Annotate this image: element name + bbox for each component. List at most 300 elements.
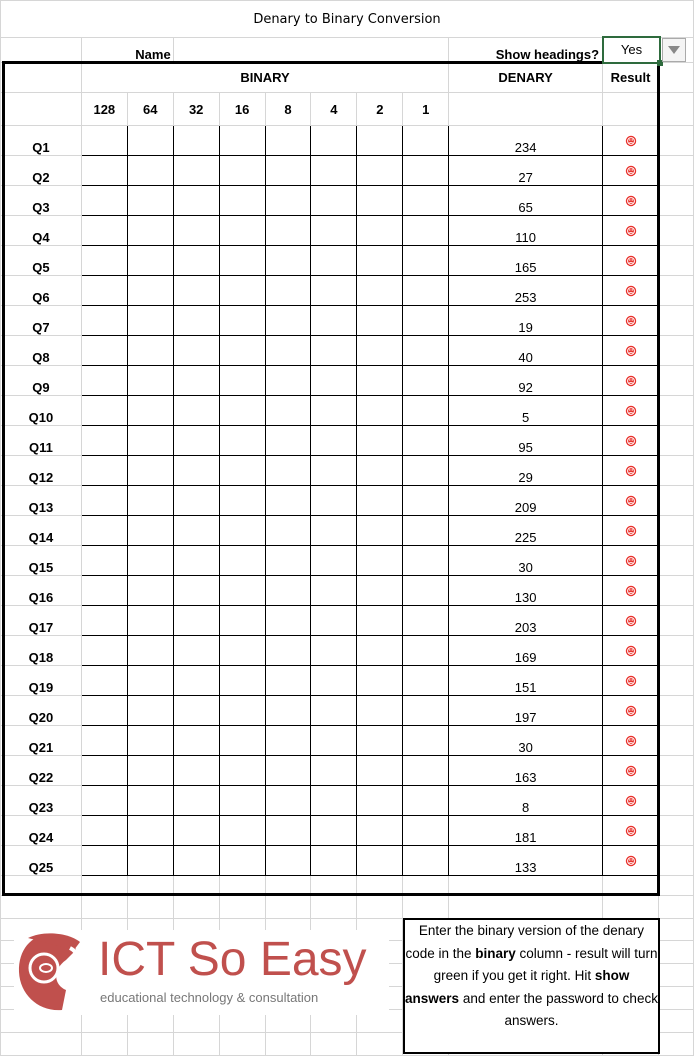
binary-input-2[interactable] xyxy=(357,756,403,786)
binary-input-8[interactable] xyxy=(265,546,311,576)
binary-input-8[interactable] xyxy=(265,426,311,456)
binary-input-64[interactable] xyxy=(127,246,173,276)
name-input[interactable] xyxy=(173,38,448,63)
binary-input-64[interactable] xyxy=(127,216,173,246)
binary-input-32[interactable] xyxy=(173,486,219,516)
denary-value: 234 xyxy=(449,126,603,156)
question-row xyxy=(1,576,694,606)
binary-input-1[interactable] xyxy=(403,576,449,606)
binary-input-32[interactable] xyxy=(173,336,219,366)
binary-input-128[interactable] xyxy=(81,486,127,516)
binary-input-1[interactable] xyxy=(403,216,449,246)
result-cell xyxy=(603,186,659,216)
binary-input-8[interactable] xyxy=(265,516,311,546)
question-row xyxy=(1,786,694,816)
denary-header: DENARY xyxy=(449,63,603,93)
binary-input-1[interactable] xyxy=(403,846,449,876)
binary-input-128[interactable] xyxy=(81,846,127,876)
binary-input-2[interactable] xyxy=(357,576,403,606)
question-row xyxy=(1,846,694,876)
binary-input-8[interactable] xyxy=(265,396,311,426)
binary-input-16[interactable] xyxy=(219,816,265,846)
binary-input-64[interactable] xyxy=(127,426,173,456)
binary-input-32[interactable] xyxy=(173,756,219,786)
binary-input-128[interactable] xyxy=(81,576,127,606)
binary-input-8[interactable] xyxy=(265,366,311,396)
binary-input-2[interactable] xyxy=(357,606,403,636)
binary-header: BINARY xyxy=(81,63,448,93)
binary-input-64[interactable] xyxy=(127,456,173,486)
result-cell xyxy=(603,426,659,456)
binary-input-2[interactable] xyxy=(357,666,403,696)
binary-input-16[interactable] xyxy=(219,366,265,396)
question-row xyxy=(1,516,694,546)
binary-input-8[interactable] xyxy=(265,216,311,246)
binary-input-4[interactable] xyxy=(311,456,357,486)
binary-input-16[interactable] xyxy=(219,606,265,636)
sad-face-icon xyxy=(625,675,637,687)
binary-input-16[interactable] xyxy=(219,486,265,516)
binary-input-8[interactable] xyxy=(265,786,311,816)
binary-input-8[interactable] xyxy=(265,456,311,486)
binary-input-32[interactable] xyxy=(173,126,219,156)
chevron-down-icon xyxy=(668,46,680,54)
sad-face-icon xyxy=(625,225,637,237)
logo xyxy=(14,930,389,1015)
question-label: Q24 xyxy=(1,816,82,846)
result-cell xyxy=(603,636,659,666)
binary-input-64[interactable] xyxy=(127,666,173,696)
binary-input-32[interactable] xyxy=(173,636,219,666)
binary-input-4[interactable] xyxy=(311,666,357,696)
binary-input-16[interactable] xyxy=(219,696,265,726)
question-label: Q20 xyxy=(1,696,82,726)
sad-face-icon xyxy=(625,525,637,537)
binary-input-32[interactable] xyxy=(173,576,219,606)
binary-input-2[interactable] xyxy=(357,276,403,306)
binary-input-128[interactable] xyxy=(81,606,127,636)
binary-input-16[interactable] xyxy=(219,216,265,246)
sad-face-icon xyxy=(625,825,637,837)
question-label: Q2 xyxy=(1,156,82,186)
binary-input-2[interactable] xyxy=(357,396,403,426)
binary-input-4[interactable] xyxy=(311,786,357,816)
binary-input-32[interactable] xyxy=(173,456,219,486)
binary-input-32[interactable] xyxy=(173,216,219,246)
binary-input-128[interactable] xyxy=(81,546,127,576)
result-cell xyxy=(603,396,659,426)
binary-input-128[interactable] xyxy=(81,156,127,186)
binary-input-32[interactable] xyxy=(173,276,219,306)
binary-input-2[interactable] xyxy=(357,426,403,456)
binary-input-8[interactable] xyxy=(265,126,311,156)
sad-face-icon xyxy=(625,645,637,657)
binary-input-16[interactable] xyxy=(219,576,265,606)
binary-input-2[interactable] xyxy=(357,786,403,816)
binary-input-1[interactable] xyxy=(403,816,449,846)
binary-input-8[interactable] xyxy=(265,636,311,666)
binary-input-8[interactable] xyxy=(265,606,311,636)
binary-input-16[interactable] xyxy=(219,636,265,666)
binary-input-128[interactable] xyxy=(81,816,127,846)
question-row xyxy=(1,156,694,186)
question-label: Q5 xyxy=(1,246,82,276)
question-row xyxy=(1,756,694,786)
binary-input-1[interactable] xyxy=(403,486,449,516)
sad-face-icon xyxy=(625,135,637,147)
question-row xyxy=(1,306,694,336)
result-cell xyxy=(603,576,659,606)
binary-input-128[interactable] xyxy=(81,306,127,336)
question-row xyxy=(1,816,694,846)
binary-input-8[interactable] xyxy=(265,306,311,336)
question-row xyxy=(1,216,694,246)
binary-input-1[interactable] xyxy=(403,516,449,546)
binary-input-8[interactable] xyxy=(265,576,311,606)
binary-input-32[interactable] xyxy=(173,666,219,696)
binary-input-1[interactable] xyxy=(403,546,449,576)
question-label: Q16 xyxy=(1,576,82,606)
binary-input-1[interactable] xyxy=(403,696,449,726)
question-label: Q3 xyxy=(1,186,82,216)
binary-input-4[interactable] xyxy=(311,576,357,606)
binary-input-16[interactable] xyxy=(219,246,265,276)
sad-face-icon xyxy=(625,195,637,207)
dropdown-button[interactable] xyxy=(662,38,686,62)
binary-input-64[interactable] xyxy=(127,306,173,336)
denary-value: 163 xyxy=(449,756,603,786)
binary-input-8[interactable] xyxy=(265,336,311,366)
question-row xyxy=(1,366,694,396)
binary-input-128[interactable] xyxy=(81,216,127,246)
binary-input-8[interactable] xyxy=(265,756,311,786)
binary-input-128[interactable] xyxy=(81,636,127,666)
binary-input-4[interactable] xyxy=(311,396,357,426)
binary-input-8[interactable] xyxy=(265,276,311,306)
binary-input-1[interactable] xyxy=(403,126,449,156)
binary-input-2[interactable] xyxy=(357,156,403,186)
binary-input-64[interactable] xyxy=(127,156,173,186)
binary-input-1[interactable] xyxy=(403,606,449,636)
binary-input-32[interactable] xyxy=(173,816,219,846)
question-label: Q18 xyxy=(1,636,82,666)
binary-input-4[interactable] xyxy=(311,426,357,456)
binary-input-2[interactable] xyxy=(357,186,403,216)
binary-input-4[interactable] xyxy=(311,366,357,396)
question-label: Q21 xyxy=(1,726,82,756)
binary-input-128[interactable] xyxy=(81,366,127,396)
binary-input-16[interactable] xyxy=(219,276,265,306)
binary-input-64[interactable] xyxy=(127,606,173,636)
question-label: Q14 xyxy=(1,516,82,546)
binary-input-8[interactable] xyxy=(265,246,311,276)
binary-input-4[interactable] xyxy=(311,696,357,726)
binary-input-64[interactable] xyxy=(127,756,173,786)
binary-input-16[interactable] xyxy=(219,426,265,456)
denary-value: 19 xyxy=(449,306,603,336)
sad-face-icon xyxy=(625,585,637,597)
sad-face-icon xyxy=(625,615,637,627)
instructions-box: Enter the binary version of the denary code in the binary column - result will turn green if you get it right. Hit show answers and enter the password to check answers. xyxy=(403,918,660,1054)
show-headings-label: Show headings? xyxy=(449,38,603,63)
binary-input-2[interactable] xyxy=(357,216,403,246)
binary-input-4[interactable] xyxy=(311,156,357,186)
denary-value: 27 xyxy=(449,156,603,186)
binary-input-4[interactable] xyxy=(311,306,357,336)
result-cell xyxy=(603,786,659,816)
binary-input-4[interactable] xyxy=(311,606,357,636)
binary-input-8[interactable] xyxy=(265,846,311,876)
binary-input-2[interactable] xyxy=(357,516,403,546)
binary-input-16[interactable] xyxy=(219,846,265,876)
binary-input-128[interactable] xyxy=(81,726,127,756)
binary-input-4[interactable] xyxy=(311,846,357,876)
denary-value: 29 xyxy=(449,456,603,486)
binary-input-2[interactable] xyxy=(357,636,403,666)
binary-input-4[interactable] xyxy=(311,276,357,306)
binary-input-64[interactable] xyxy=(127,816,173,846)
question-row xyxy=(1,186,694,216)
binary-input-32[interactable] xyxy=(173,186,219,216)
binary-input-4[interactable] xyxy=(311,726,357,756)
binary-input-16[interactable] xyxy=(219,516,265,546)
result-cell xyxy=(603,246,659,276)
bit-header-32: 32 xyxy=(173,93,219,126)
binary-input-128[interactable] xyxy=(81,516,127,546)
binary-input-2[interactable] xyxy=(357,246,403,276)
binary-input-1[interactable] xyxy=(403,396,449,426)
denary-value: 30 xyxy=(449,726,603,756)
binary-input-64[interactable] xyxy=(127,486,173,516)
result-cell xyxy=(603,306,659,336)
binary-input-32[interactable] xyxy=(173,246,219,276)
question-row xyxy=(1,126,694,156)
binary-input-64[interactable] xyxy=(127,366,173,396)
binary-input-2[interactable] xyxy=(357,456,403,486)
sad-face-icon xyxy=(625,345,637,357)
binary-input-1[interactable] xyxy=(403,726,449,756)
question-label: Q22 xyxy=(1,756,82,786)
bit-header-1: 1 xyxy=(403,93,449,126)
result-cell xyxy=(603,516,659,546)
binary-input-128[interactable] xyxy=(81,336,127,366)
binary-input-64[interactable] xyxy=(127,786,173,816)
question-label: Q6 xyxy=(1,276,82,306)
binary-input-16[interactable] xyxy=(219,786,265,816)
binary-input-2[interactable] xyxy=(357,816,403,846)
binary-input-16[interactable] xyxy=(219,546,265,576)
binary-input-4[interactable] xyxy=(311,636,357,666)
binary-input-16[interactable] xyxy=(219,756,265,786)
sad-face-icon xyxy=(625,285,637,297)
binary-input-64[interactable] xyxy=(127,546,173,576)
binary-input-8[interactable] xyxy=(265,696,311,726)
denary-value: 165 xyxy=(449,246,603,276)
binary-input-64[interactable] xyxy=(127,696,173,726)
binary-input-8[interactable] xyxy=(265,726,311,756)
sad-face-icon xyxy=(625,705,637,717)
binary-input-32[interactable] xyxy=(173,366,219,396)
denary-value: 225 xyxy=(449,516,603,546)
binary-input-32[interactable] xyxy=(173,426,219,456)
denary-value: 110 xyxy=(449,216,603,246)
question-label: Q23 xyxy=(1,786,82,816)
binary-input-8[interactable] xyxy=(265,156,311,186)
binary-input-64[interactable] xyxy=(127,336,173,366)
binary-input-128[interactable] xyxy=(81,126,127,156)
binary-input-4[interactable] xyxy=(311,816,357,846)
question-label: Q19 xyxy=(1,666,82,696)
bit-header-16: 16 xyxy=(219,93,265,126)
sad-face-icon xyxy=(625,855,637,867)
binary-input-4[interactable] xyxy=(311,186,357,216)
binary-input-32[interactable] xyxy=(173,846,219,876)
binary-input-1[interactable] xyxy=(403,456,449,486)
binary-input-32[interactable] xyxy=(173,516,219,546)
denary-value: 181 xyxy=(449,816,603,846)
binary-input-1[interactable] xyxy=(403,186,449,216)
binary-input-1[interactable] xyxy=(403,156,449,186)
question-row xyxy=(1,486,694,516)
binary-input-1[interactable] xyxy=(403,306,449,336)
question-label: Q7 xyxy=(1,306,82,336)
question-row xyxy=(1,456,694,486)
binary-input-8[interactable] xyxy=(265,486,311,516)
question-label: Q10 xyxy=(1,396,82,426)
binary-input-4[interactable] xyxy=(311,216,357,246)
question-label: Q1 xyxy=(1,126,82,156)
result-cell xyxy=(603,816,659,846)
binary-input-2[interactable] xyxy=(357,846,403,876)
binary-input-8[interactable] xyxy=(265,186,311,216)
binary-input-4[interactable] xyxy=(311,486,357,516)
binary-input-1[interactable] xyxy=(403,636,449,666)
binary-input-4[interactable] xyxy=(311,246,357,276)
binary-input-1[interactable] xyxy=(403,336,449,366)
binary-input-128[interactable] xyxy=(81,396,127,426)
bit-header-64: 64 xyxy=(127,93,173,126)
binary-input-32[interactable] xyxy=(173,726,219,756)
binary-input-64[interactable] xyxy=(127,186,173,216)
binary-input-32[interactable] xyxy=(173,156,219,186)
question-label: Q13 xyxy=(1,486,82,516)
binary-input-128[interactable] xyxy=(81,456,127,486)
binary-input-4[interactable] xyxy=(311,546,357,576)
binary-input-128[interactable] xyxy=(81,186,127,216)
binary-input-16[interactable] xyxy=(219,456,265,486)
question-label: Q25 xyxy=(1,846,82,876)
binary-input-2[interactable] xyxy=(357,486,403,516)
question-label: Q12 xyxy=(1,456,82,486)
binary-input-8[interactable] xyxy=(265,816,311,846)
binary-input-4[interactable] xyxy=(311,756,357,786)
binary-input-2[interactable] xyxy=(357,366,403,396)
binary-input-64[interactable] xyxy=(127,126,173,156)
binary-input-16[interactable] xyxy=(219,336,265,366)
denary-value: 8 xyxy=(449,786,603,816)
question-row xyxy=(1,546,694,576)
binary-input-2[interactable] xyxy=(357,126,403,156)
binary-input-16[interactable] xyxy=(219,126,265,156)
result-header: Result xyxy=(603,63,659,93)
binary-input-32[interactable] xyxy=(173,786,219,816)
binary-input-128[interactable] xyxy=(81,426,127,456)
binary-input-1[interactable] xyxy=(403,276,449,306)
binary-input-32[interactable] xyxy=(173,546,219,576)
sad-face-icon xyxy=(625,765,637,777)
binary-input-16[interactable] xyxy=(219,306,265,336)
binary-input-1[interactable] xyxy=(403,246,449,276)
binary-input-128[interactable] xyxy=(81,786,127,816)
binary-input-128[interactable] xyxy=(81,276,127,306)
denary-value: 169 xyxy=(449,636,603,666)
denary-value: 151 xyxy=(449,666,603,696)
binary-input-8[interactable] xyxy=(265,666,311,696)
sad-face-icon xyxy=(625,495,637,507)
result-cell xyxy=(603,696,659,726)
denary-value: 203 xyxy=(449,606,603,636)
binary-input-1[interactable] xyxy=(403,426,449,456)
binary-input-32[interactable] xyxy=(173,696,219,726)
binary-input-64[interactable] xyxy=(127,576,173,606)
logo-mark-icon xyxy=(14,930,94,1015)
binary-input-1[interactable] xyxy=(403,666,449,696)
binary-input-16[interactable] xyxy=(219,666,265,696)
sad-face-icon xyxy=(625,165,637,177)
denary-value: 92 xyxy=(449,366,603,396)
binary-input-1[interactable] xyxy=(403,756,449,786)
binary-input-4[interactable] xyxy=(311,516,357,546)
result-cell xyxy=(603,756,659,786)
question-row xyxy=(1,276,694,306)
question-row xyxy=(1,726,694,756)
binary-input-64[interactable] xyxy=(127,516,173,546)
binary-input-128[interactable] xyxy=(81,666,127,696)
binary-input-64[interactable] xyxy=(127,636,173,666)
binary-input-2[interactable] xyxy=(357,546,403,576)
binary-input-16[interactable] xyxy=(219,186,265,216)
binary-input-1[interactable] xyxy=(403,786,449,816)
binary-input-128[interactable] xyxy=(81,246,127,276)
sad-face-icon xyxy=(625,465,637,477)
binary-input-16[interactable] xyxy=(219,396,265,426)
binary-input-2[interactable] xyxy=(357,306,403,336)
binary-input-64[interactable] xyxy=(127,396,173,426)
binary-input-64[interactable] xyxy=(127,846,173,876)
binary-input-1[interactable] xyxy=(403,366,449,396)
question-row xyxy=(1,696,694,726)
show-headings-select[interactable]: Yes xyxy=(602,36,661,64)
binary-input-32[interactable] xyxy=(173,306,219,336)
binary-input-16[interactable] xyxy=(219,726,265,756)
binary-input-32[interactable] xyxy=(173,396,219,426)
binary-input-2[interactable] xyxy=(357,726,403,756)
binary-input-4[interactable] xyxy=(311,126,357,156)
binary-input-64[interactable] xyxy=(127,726,173,756)
logo-title: ICT So Easy xyxy=(98,933,367,986)
binary-input-2[interactable] xyxy=(357,696,403,726)
result-cell xyxy=(603,216,659,246)
denary-value: 197 xyxy=(449,696,603,726)
binary-input-16[interactable] xyxy=(219,156,265,186)
result-cell xyxy=(603,546,659,576)
binary-input-4[interactable] xyxy=(311,336,357,366)
binary-input-128[interactable] xyxy=(81,756,127,786)
binary-input-128[interactable] xyxy=(81,696,127,726)
binary-input-32[interactable] xyxy=(173,606,219,636)
binary-input-2[interactable] xyxy=(357,336,403,366)
binary-input-64[interactable] xyxy=(127,276,173,306)
